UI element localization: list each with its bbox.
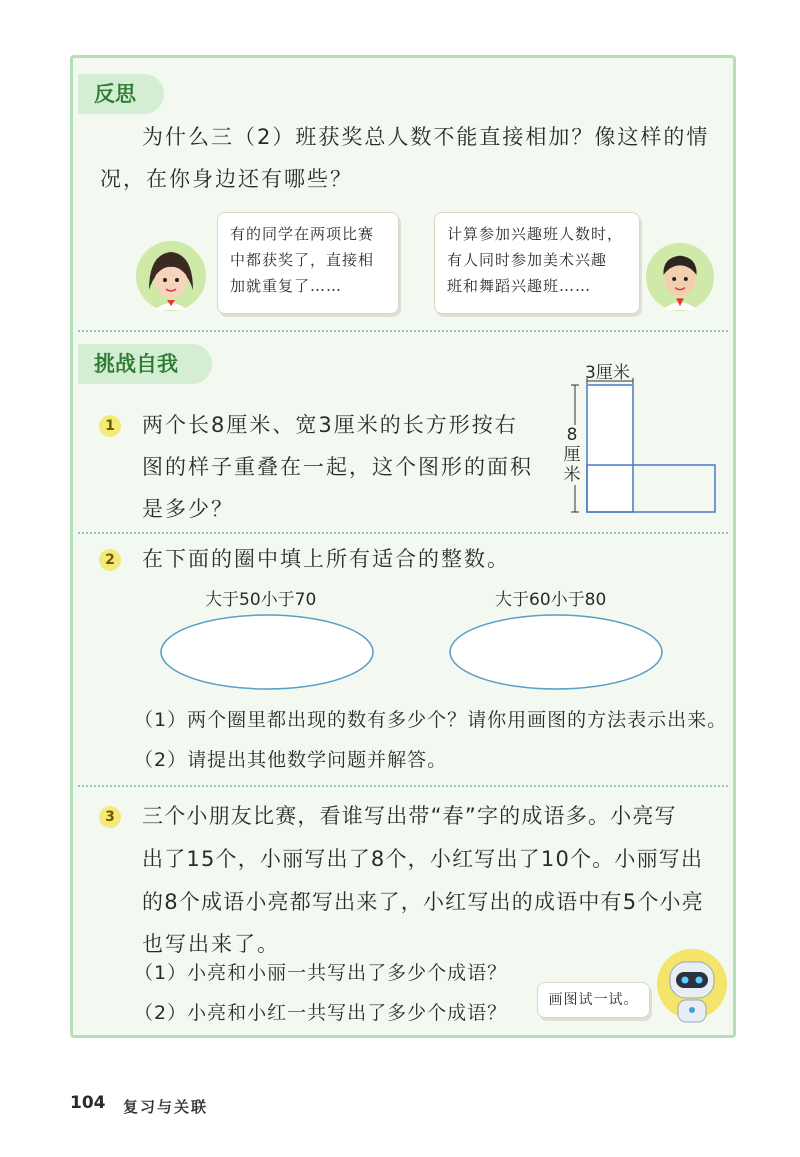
q3-sub-2: （2）小亮和小红一共写出了多少个成语？ — [134, 1002, 508, 1024]
circle-left — [161, 615, 373, 689]
girl-avatar — [135, 240, 207, 312]
circle-right — [450, 615, 662, 689]
reflection-tag: 反思 — [78, 74, 164, 114]
q1-line-3: 是多少？ — [142, 497, 234, 521]
q1-line-1: 两个长8厘米、宽3厘米的长方形按右 — [142, 413, 518, 437]
divider-1 — [78, 330, 728, 332]
question-2-number: 2 — [99, 549, 121, 571]
divider-2 — [78, 532, 728, 534]
question-3-number: 3 — [99, 806, 121, 828]
q3-line-3: 的8个成语小亮都写出来了，小红写出的成语中有5个小亮 — [142, 890, 704, 914]
figure-height-label: 8厘米 — [563, 425, 581, 485]
q3-line-2: 出了15个，小丽写出了8个，小红写出了10个。小丽写出 — [142, 847, 704, 871]
bubble-left-line-2: 中都获奖了，直接相 — [230, 251, 375, 269]
q2-sub-1: （1）两个圈里都出现的数有多少个？请你用画图的方法表示出来。 — [134, 709, 728, 731]
bubble-right-line-2: 有人同时参加美术兴趣 — [447, 251, 608, 269]
number-circles — [155, 612, 675, 692]
reflection-line-1: 为什么三（2）班获奖总人数不能直接相加？像这样的情 — [142, 125, 710, 149]
bubble-right-line-3: 班和舞蹈兴趣班…… — [447, 277, 592, 295]
circle-left-label: 大于50小于70 — [205, 590, 317, 610]
q3-line-4: 也写出来了。 — [142, 932, 280, 956]
reflection-line-2: 况，在你身边还有哪些？ — [100, 167, 353, 191]
divider-3 — [78, 785, 728, 787]
circle-right-label: 大于60小于80 — [495, 590, 607, 610]
boy-avatar — [645, 242, 715, 312]
challenge-tag: 挑战自我 — [78, 344, 212, 384]
question-1-number: 1 — [99, 415, 121, 437]
bubble-right — [434, 212, 640, 314]
hint-bubble: 画图试一试。 — [537, 982, 650, 1018]
q3-line-1: 三个小朋友比赛，看谁写出带“春”字的成语多。小亮写 — [142, 804, 677, 828]
q2-text: 在下面的圈中填上所有适合的整数。 — [142, 547, 510, 571]
figure-width-label: 3厘米 — [585, 363, 630, 383]
q3-sub-1: （1）小亮和小丽一共写出了多少个成语？ — [134, 962, 508, 984]
bubble-left-line-3: 加就重复了…… — [230, 277, 343, 295]
robot-icon — [656, 948, 728, 1024]
bubble-left — [217, 212, 399, 314]
bubble-left-line-1: 有的同学在两项比赛 — [230, 225, 375, 243]
bubble-right-line-1: 计算参加兴趣班人数时， — [447, 225, 624, 243]
q2-sub-2: （2）请提出其他数学问题并解答。 — [134, 749, 448, 771]
section-title: 复习与关联 — [123, 1098, 209, 1116]
page-number: 104 — [70, 1093, 106, 1113]
q1-line-2: 图的样子重叠在一起，这个图形的面积 — [142, 455, 533, 479]
